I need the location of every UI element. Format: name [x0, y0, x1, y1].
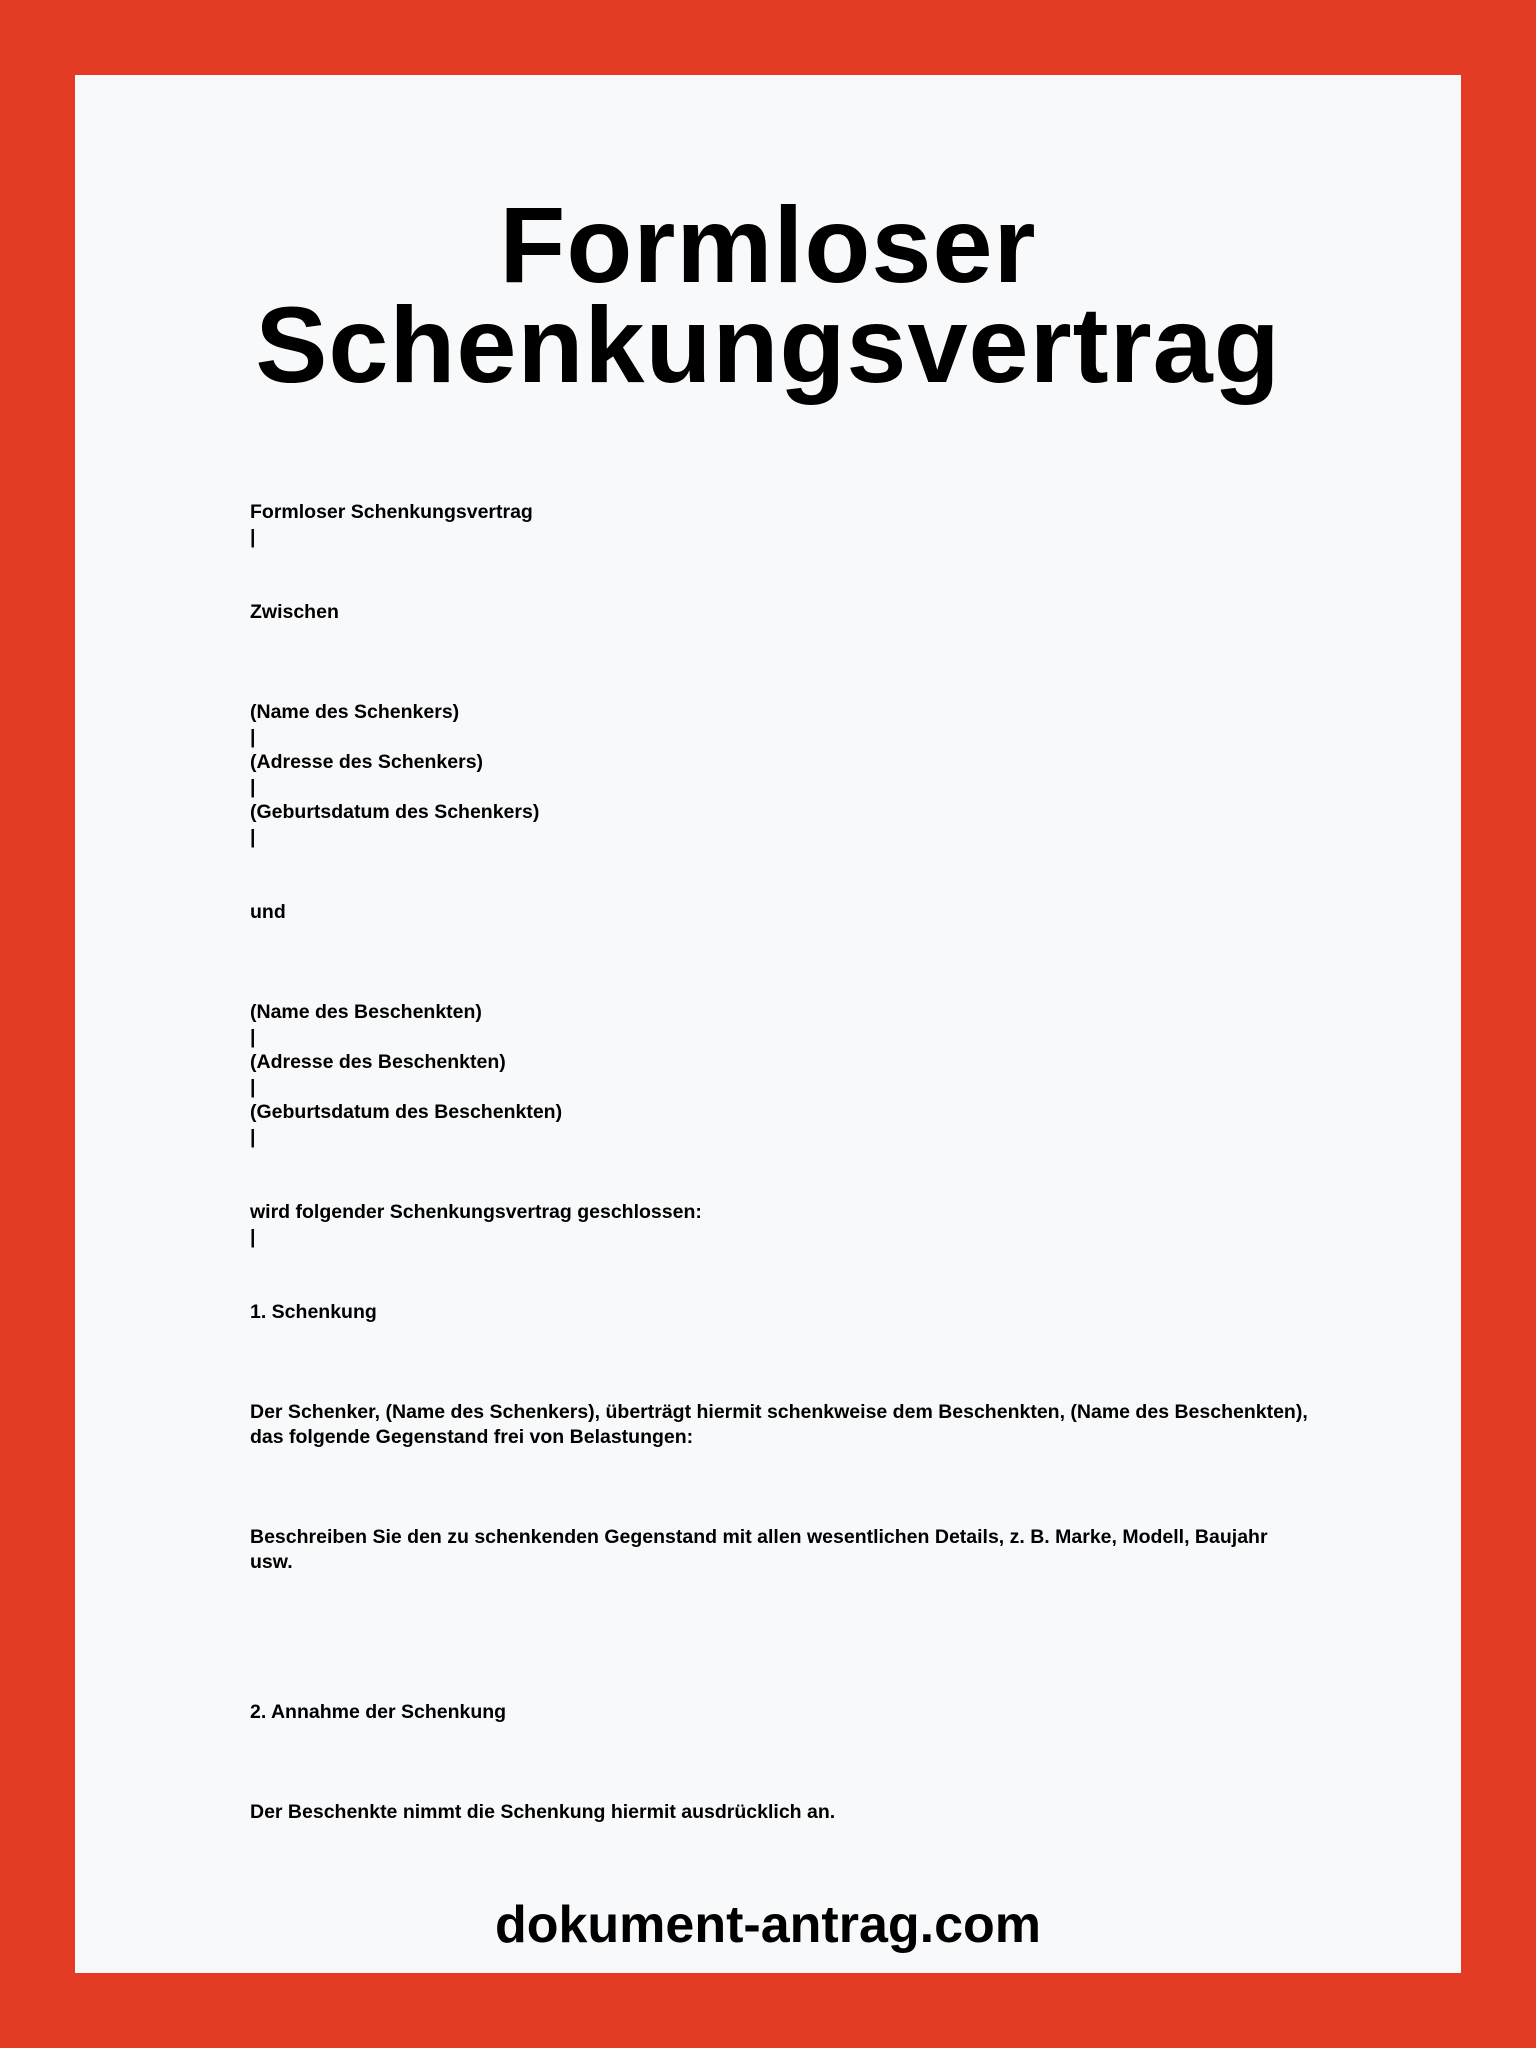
- section-1-heading: 1. Schenkung: [250, 1301, 377, 1323]
- section-1-instruction: Beschreiben Sie den zu schenkenden Gegenstand mit allen wesentlichen Details, z. B. Marke, Modell, Baujahr usw.: [250, 1526, 1268, 1573]
- separator: |: [250, 1226, 256, 1248]
- title-line-2: Schenkungsvertrag: [255, 284, 1281, 405]
- document-title: [75, 184, 1461, 405]
- document-heading: Formloser Schenkungsvertrag: [250, 501, 533, 523]
- section-2-heading: 2. Annahme der Schenkung: [250, 1701, 507, 1723]
- separator: |: [250, 726, 256, 748]
- schenker-name-placeholder: (Name des Schenkers): [250, 701, 460, 723]
- separator: |: [250, 526, 256, 548]
- schenker-address-placeholder: (Adresse des Schenkers): [250, 751, 484, 773]
- separator: |: [250, 776, 256, 798]
- separator: |: [250, 1126, 256, 1148]
- beschenkter-address-placeholder: (Adresse des Beschenkten): [250, 1051, 506, 1073]
- beschenkter-birthdate-placeholder: (Geburtsdatum des Beschenkten): [250, 1101, 563, 1123]
- website-footer: dokument-antrag.com: [494, 1896, 1042, 1954]
- contract-intro: wird folgender Schenkungsvertrag geschlossen:: [250, 1201, 702, 1223]
- beschenkter-name-placeholder: (Name des Beschenkten): [250, 1001, 482, 1023]
- zwischen-label: Zwischen: [250, 601, 339, 623]
- section-1-text: Der Schenker, (Name des Schenkers), überträgt hiermit schenkweise dem Beschenkten, (Name des Beschenkten), das folgende Gegenstand frei von Belastungen:: [250, 1401, 1308, 1448]
- section-2-text: Der Beschenkte nimmt die Schenkung hiermit ausdrücklich an.: [250, 1801, 836, 1823]
- separator: |: [250, 826, 256, 848]
- separator: |: [250, 1026, 256, 1048]
- und-label: und: [250, 901, 286, 923]
- schenker-birthdate-placeholder: (Geburtsdatum des Schenkers): [250, 801, 540, 823]
- separator: |: [250, 1076, 256, 1098]
- document-page: [75, 75, 1461, 1973]
- document-body: [250, 500, 1310, 1825]
- title-line-1: Formloser: [499, 184, 1037, 305]
